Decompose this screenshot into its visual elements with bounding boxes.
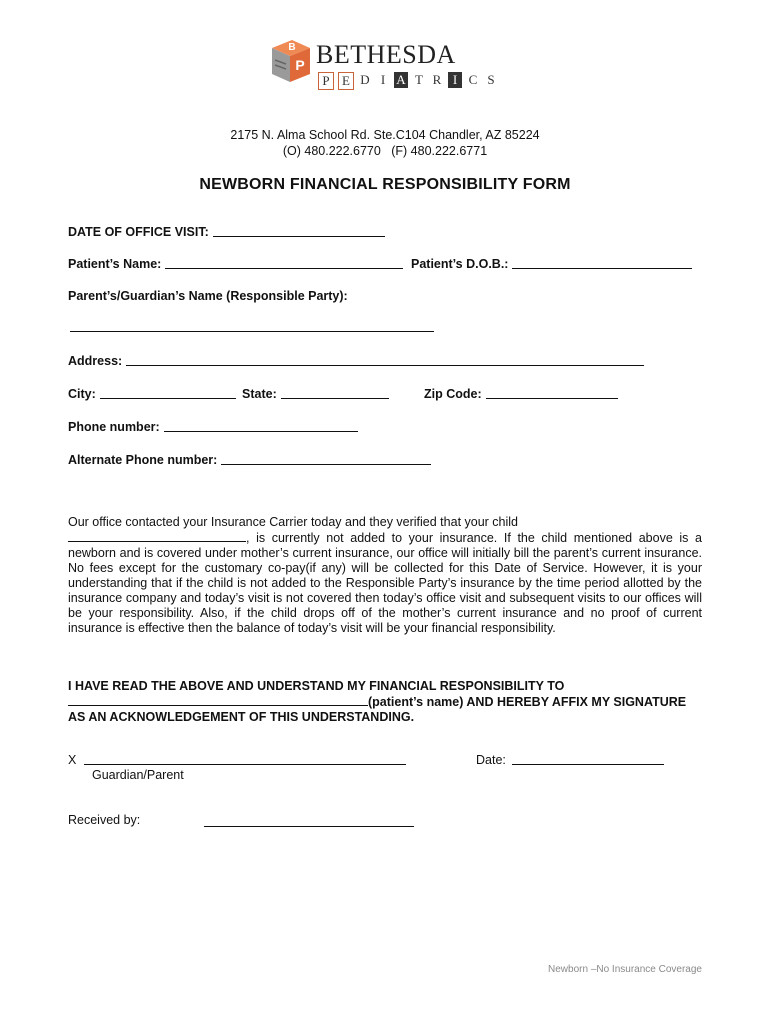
logo-letter: A <box>394 72 408 88</box>
signature-input[interactable] <box>84 763 406 765</box>
patient-dob-label: Patient’s D.O.B.: <box>411 257 509 271</box>
alt-phone-input[interactable] <box>221 463 431 465</box>
guardian-parent-label: Guardian/Parent <box>92 768 184 782</box>
address-input[interactable] <box>126 364 644 366</box>
ack-line-1: I HAVE READ THE ABOVE AND UNDERSTAND MY FINANCIAL RESPONSIBILITY TO <box>68 679 565 693</box>
date-of-visit-input[interactable] <box>213 235 385 237</box>
state-field <box>242 387 389 401</box>
signature-date-input[interactable] <box>512 763 664 765</box>
date-of-visit-field <box>68 225 385 239</box>
logo-subtitle <box>318 72 498 90</box>
city-field <box>68 387 236 401</box>
form-title: NEWBORN FINANCIAL RESPONSIBILITY FORM <box>199 176 571 193</box>
patient-name-field <box>68 257 403 271</box>
responsibility-paragraph <box>68 515 702 636</box>
logo-letter: T <box>415 72 423 87</box>
logo-name: BETHESDA <box>316 40 456 69</box>
zip-field <box>424 387 618 401</box>
city-label: City: <box>68 387 96 401</box>
logo-letter: E <box>338 72 354 90</box>
patient-name-label: Patient’s Name: <box>68 257 162 271</box>
logo-letter: D <box>360 72 370 87</box>
phone-fax-line: (O) 480.222.6770 (F) 480.222.6771 <box>282 144 488 158</box>
city-input[interactable] <box>100 397 236 399</box>
logo-letter: C <box>468 72 478 87</box>
address-line: 2175 N. Alma School Rd. Ste.C104 Chandler, AZ 85224 <box>230 128 540 142</box>
block-cube-icon <box>266 34 314 88</box>
signature-x: X <box>68 753 77 767</box>
bethesda-logo <box>266 34 495 96</box>
signature-field <box>68 753 406 767</box>
date-of-visit-label: DATE OF OFFICE VISIT: <box>68 225 209 239</box>
paragraph-start: Our office contacted your Insurance Carrier today and they verified that your child <box>68 515 519 529</box>
cube-letter-b: B <box>288 42 296 53</box>
patient-dob-field <box>411 257 692 271</box>
alt-phone-label: Alternate Phone number: <box>68 453 218 467</box>
phone-label: Phone number: <box>68 420 160 434</box>
paragraph-rest: , is currently not added to your insurance. If the child mentioned above is a newborn and is covered under mother’s current insurance, our office will initially bill the parent’s current insurance. No fees except for the customary co-pay(if any) will be collected for this Date of Service. However, it is your understanding that if the child is not added to the Responsible Party’s insurance by the time period allotted by the insurance company and today’s visit is not covered then today’s office visit and subsequent visits to our offices will be your responsibility. Also, if the child drops off of the mother’s current insurance and no proof of current insurance is effective then the balance of today’s visit will be your financial responsibility. <box>68 531 702 635</box>
address-label: Address: <box>68 354 123 368</box>
logo-letter: P <box>318 72 334 90</box>
footer-note: Newborn –No Insurance Coverage <box>548 964 702 975</box>
logo-letter: I <box>448 72 462 88</box>
patient-name-input[interactable] <box>165 267 403 269</box>
logo-letter: S <box>487 72 495 87</box>
state-input[interactable] <box>281 397 389 399</box>
cube-letter-p: P <box>295 57 305 73</box>
guardian-name-field <box>68 289 348 303</box>
acknowledgement-block <box>68 679 702 725</box>
date-label: Date: <box>476 753 506 767</box>
patient-dob-input[interactable] <box>512 267 692 269</box>
phone-field <box>68 420 358 434</box>
ack-line-2: (patient’s name) AND HEREBY AFFIX MY SIGNATURE <box>368 695 687 709</box>
ack-line-3: AS AN ACKNOWLEDGEMENT OF THIS UNDERSTANDING. <box>68 710 415 724</box>
logo-letter: I <box>380 72 386 87</box>
signature-date-field <box>476 753 664 767</box>
received-by-label: Received by: <box>68 813 141 827</box>
guardian-name-label: Parent’s/Guardian’s Name (Responsible Party): <box>68 289 348 303</box>
phone-input[interactable] <box>164 430 358 432</box>
address-field <box>68 354 644 368</box>
alt-phone-field <box>68 453 431 467</box>
zip-input[interactable] <box>486 397 618 399</box>
state-label: State: <box>242 387 277 401</box>
zip-label: Zip Code: <box>424 387 482 401</box>
ack-patient-name-input[interactable] <box>68 694 368 706</box>
guardian-name-input[interactable] <box>70 331 434 332</box>
received-by-input[interactable] <box>204 826 414 827</box>
child-name-input[interactable] <box>68 530 246 542</box>
logo-letter: R <box>432 72 442 87</box>
